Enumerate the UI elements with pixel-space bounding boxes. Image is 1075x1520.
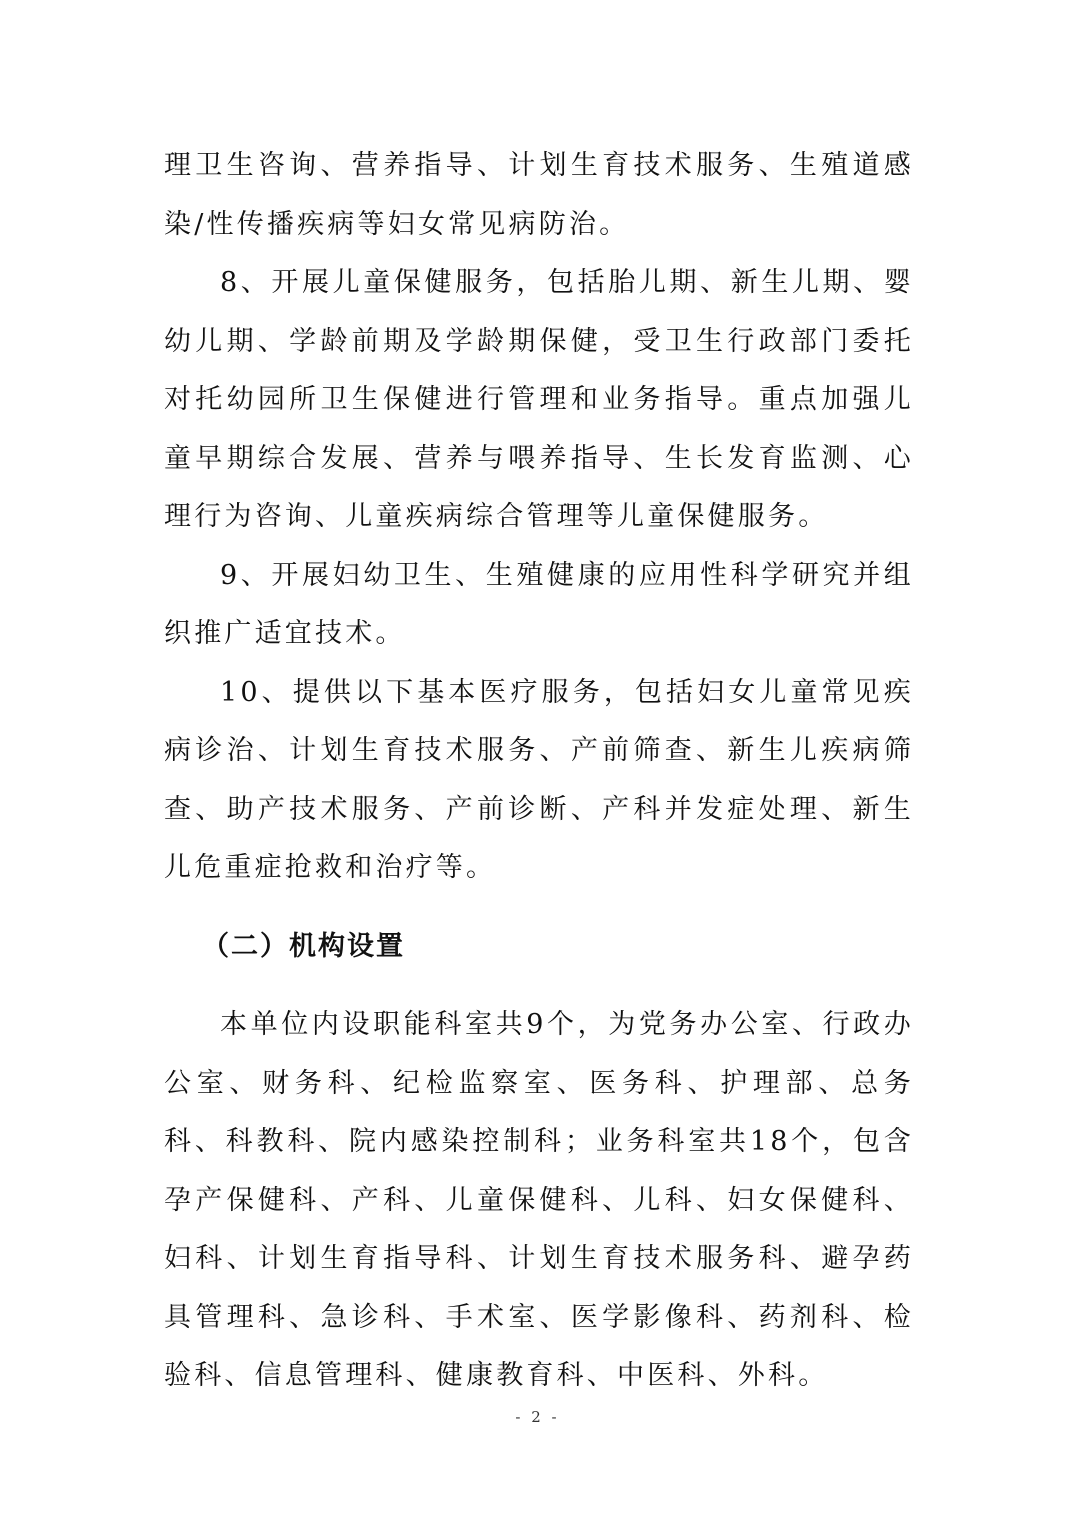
page-body <box>164 137 914 1406</box>
paragraph-continued: 理卫生咨询、营养指导、计划生育技术服务、生殖道感染/性传播疾病等妇女常见病防治。 <box>164 150 914 240</box>
paragraph-item-9: 9、开展妇幼卫生、生殖健康的应用性科学研究并组织推广适宜技术。 <box>164 559 914 649</box>
section-heading: （二）机构设置 <box>202 930 405 962</box>
paragraph-item-10: 10、提供以下基本医疗服务，包括妇女儿童常见疾病诊治、计划生育技术服务、产前筛查、新生儿疾病筛查、助产技术服务、产前诊断、产科并发症处理、新生儿危重症抢救和治疗等。 <box>164 676 914 883</box>
paragraph-item-8: 8、开展儿童保健服务，包括胎儿期、新生儿期、婴幼儿期、学龄前期及学龄期保健，受卫生行政部门委托对托幼园所卫生保健进行管理和业务指导。重点加强儿童早期综合发展、营养与喂养指导、生长发育监测、心理行为咨询、儿童疾病综合管理等儿童保健服务。 <box>164 267 914 532</box>
paragraph-org-structure: 本单位内设职能科室共9个，为党务办公室、行政办公室、财务科、纪检监察室、医务科、护理部、总务科、科教科、院内感染控制科；业务科室共18个，包含孕产保健科、产科、儿童保健科、儿科、妇女保健科、妇科、计划生育指导科、计划生育技术服务科、避孕药具管理科、急诊科、手术室、医学影像科、药剂科、检验科、信息管理科、健康教育科、中医科、外科。 <box>164 1009 914 1391</box>
page-number: - 2 - <box>515 1408 560 1426</box>
